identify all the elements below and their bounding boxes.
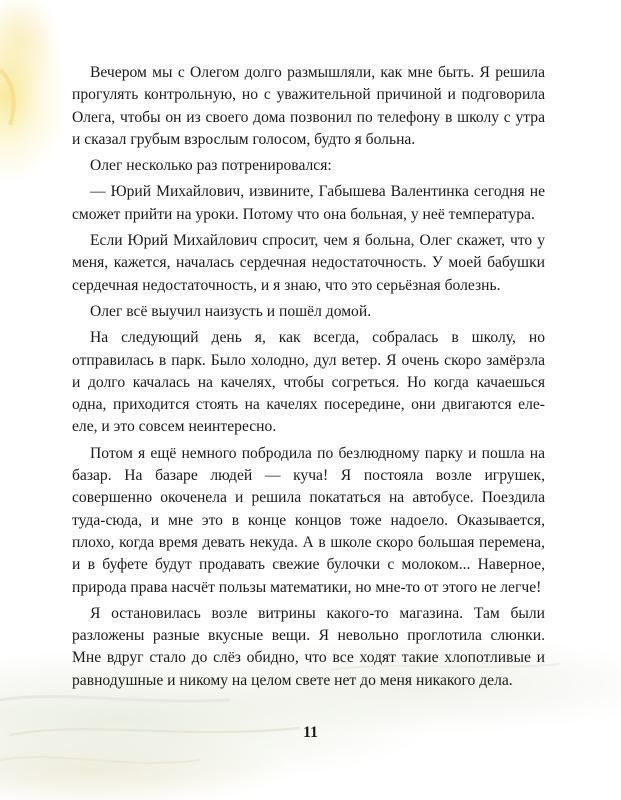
- body-text: [72, 62, 545, 696]
- paragraph-8: Я остановилась возле витрины какого-то магазина. Там были разложены разные вкусные вещи. Я невольно проглотила слюнки. Мне вдруг стало до слёз обидно, что все ходят такие хлопотливые и равнодушные и никому на целом свете нет до меня никакого дела.: [72, 604, 545, 689]
- paragraph-1: Вечером мы с Олегом долго размышляли, как мне быть. Я решила прогулять контрольную, но с уважительной причиной и подговорила Олега, чтобы он из своего дома позвонил по телефону в школу с утра и сказал грубым взрослым голосом, будто я больна.: [72, 64, 545, 148]
- paragraph-2: Олег несколько раз потренировался:: [90, 157, 332, 175]
- paragraph-5: Олег всё выучил наизусть и пошёл домой.: [90, 302, 372, 320]
- paragraph-6: На следующий день я, как всегда, собралась в школу, но отправилась в парк. Было холодно, дул ветер. Я очень скоро замёрзла и долго качалась на качелях, чтобы согреться. Но когда качаешься одна, приходится стоять на качелях посередине, они двигаются еле-еле, и это совсем неинтересно.: [72, 329, 545, 436]
- paragraph-3: — Юрий Михайлович, извините, Габышева Валентинка сегодня не сможет прийти на уроки. Потому что она больная, у неё температура.: [72, 183, 545, 223]
- page-number: 11: [303, 724, 318, 741]
- paragraph-7: Потом я ещё немного побродила по безлюдному парку и пошла на базар. На базаре людей — куча! Я постояла возле игрушек, совершенно окоченела и решила покататься на автобусе. Поездила туда-сюда, и мне это в конце концов тоже надоело. Оказывается, плохо, когда время девать некуда. А в школе скоро большая перемена, и в буфете будут продавать свежие булочки с молоком... Наверное, природа права насчёт пользы математики, но мне-то от этого не легче!: [72, 444, 545, 596]
- paragraph-4: Если Юрий Михайлович спросит, чем я больна, Олег скажет, что у меня, кажется, началась сердечная недостаточность. У моей бабушки сердечная недостаточность, и я знаю, что это серьёзная болезнь.: [72, 232, 545, 294]
